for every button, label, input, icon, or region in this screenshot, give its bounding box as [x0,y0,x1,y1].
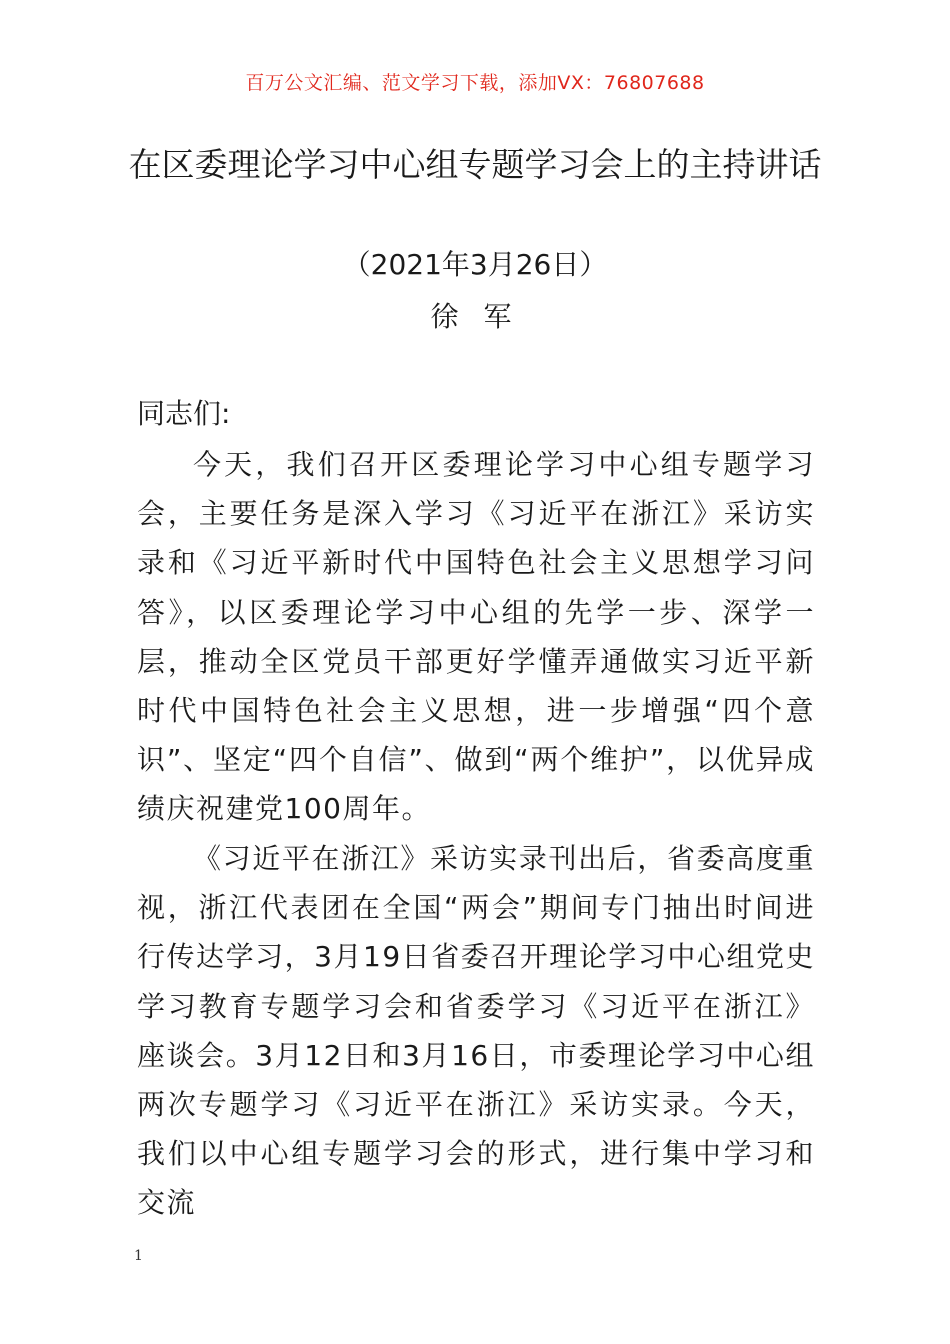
document-author: 徐 军 [430,300,520,333]
paragraph-1: 今天，我们召开区委理论学习中心组专题学习会，主要任务是深入学习《习近平在浙江》采访实录和《习近平新时代中国特色社会主义思想学习问答》，以区委理论学习中心组的先学一步、深学一层，推动全区党员干部更好学懂弄通做实习近平新时代中国特色社会主义思想，进一步增强“四个意识”、坚定“四个自信”、做到“两个维护”，以优异成绩庆祝建党100周年。 [137,448,815,826]
salutation: 同志们: [137,397,231,430]
document-date: （2021年3月26日） [342,248,608,281]
page-number: 1 [134,1248,143,1264]
watermark-header: 百万公文汇编、范文学习下载，添加VX：76807688 [245,72,705,94]
paragraph-2: 《习近平在浙江》采访实录刊出后，省委高度重视，浙江代表团在全国“两会”期间专门抽出时间进行传达学习，3月19日省委召开理论学习中心组党史学习教育专题学习会和省委学习《习近平在浙江》座谈会。3月12日和3月16日，市委理论学习中心组两次专题学习《习近平在浙江》采访实录。今天，我们以中心组专题学习会的形式，进行集中学习和交流 [137,842,815,1220]
document-title: 在区委理论学习中心组专题学习会上的主持讲话 [128,145,822,184]
